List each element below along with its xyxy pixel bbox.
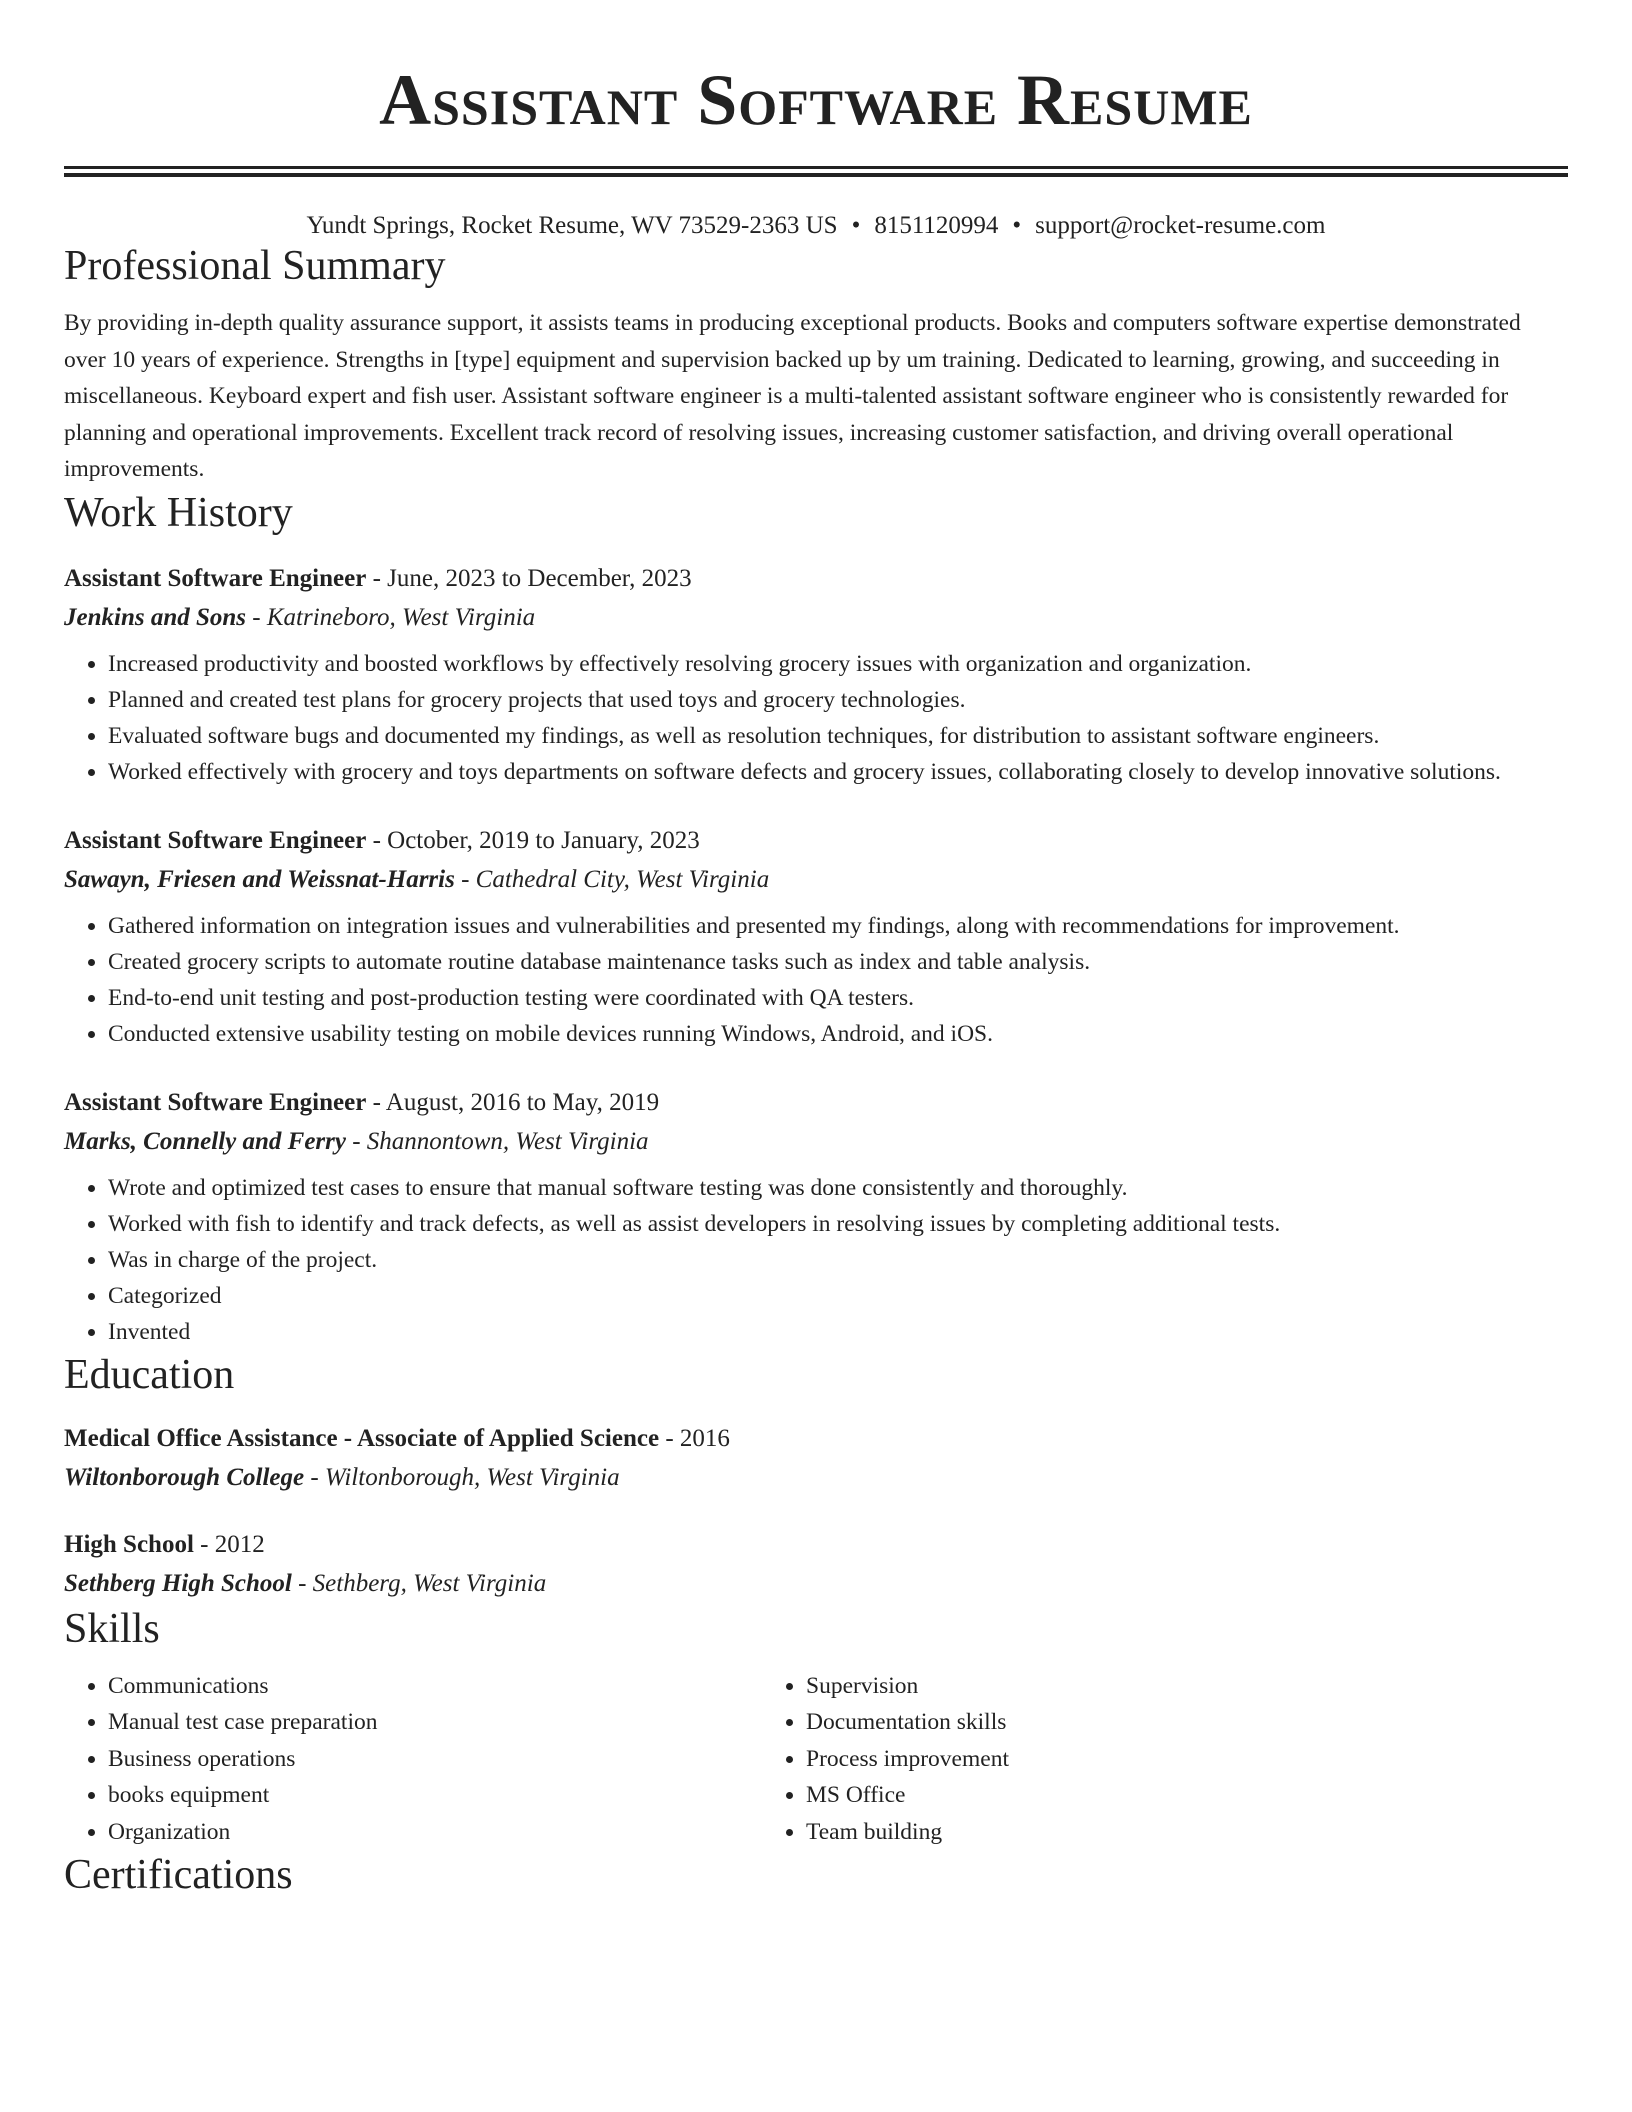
skill-item: • Organization (108, 1814, 762, 1851)
contact-email: support@rocket-resume.com (1035, 212, 1326, 239)
job-entry (64, 560, 1568, 790)
skills-grid (64, 1668, 1568, 1851)
job-dates: - October, 2019 to January, 2023 (366, 826, 700, 854)
job-bullet: • Evaluated software bugs and documented my findings, as well as resolution techniques, for distribution to assistant software engineers. (108, 718, 1568, 754)
job-location: - Cathedral City, West Virginia (454, 865, 770, 893)
title-divider-top (64, 166, 1568, 169)
job-company: Sawayn, Friesen and Weissnat-Harris (64, 865, 455, 893)
job-bullet: • Categorized (108, 1278, 1568, 1314)
skill-item: • books equipment (108, 1777, 762, 1814)
job-company: Jenkins and Sons (64, 603, 247, 631)
education-institution (64, 1564, 1568, 1604)
job-bullets (64, 908, 1568, 1052)
education-year: - 2016 (659, 1424, 730, 1452)
education-school: Sethberg High School (64, 1569, 292, 1597)
job-location: - Shannontown, West Virginia (345, 1127, 649, 1155)
education-degree: Medical Office Assistance - Associate of Applied Science (64, 1424, 660, 1452)
resume-page (64, 0, 1568, 1900)
job-bullet: • Created grocery scripts to automate routine database maintenance tasks such as index and table analysis. (108, 944, 1568, 980)
title-divider-bottom (64, 173, 1568, 177)
job-entry (64, 822, 1568, 1052)
job-bullets (64, 1170, 1568, 1350)
job-header (64, 1084, 1568, 1122)
job-location: - Katrineboro, West Virginia (246, 603, 536, 631)
contact-phone: 8151120994 (874, 212, 999, 239)
skill-item: • Business operations (108, 1741, 762, 1778)
job-entry (64, 1084, 1568, 1350)
skill-item: • Documentation skills (806, 1704, 1460, 1741)
job-title: Assistant Software Engineer (64, 564, 367, 592)
education-header (64, 1526, 1568, 1564)
job-company: Marks, Connelly and Ferry (64, 1127, 346, 1155)
contact-separator: • (851, 212, 861, 239)
job-employer (64, 860, 1568, 900)
education-institution (64, 1458, 1568, 1498)
job-bullet: • Was in charge of the project. (108, 1242, 1568, 1278)
job-bullet: • End-to-end unit testing and post-production testing were coordinated with QA testers. (108, 980, 1568, 1016)
contact-address: Yundt Springs, Rocket Resume, WV 73529-2363 US (306, 212, 838, 239)
education-heading: Education (64, 1351, 235, 1398)
job-bullet: • Increased productivity and boosted workflows by effectively resolving grocery issues with organization and organization. (108, 646, 1568, 682)
job-bullet: • Wrote and optimized test cases to ensure that manual software testing was done consistently and thoroughly. (108, 1170, 1568, 1206)
education-location: - Wiltonborough, West Virginia (304, 1463, 620, 1491)
education-year: - 2012 (193, 1530, 265, 1558)
job-bullet: • Gathered information on integration issues and vulnerabilities and presented my findings, along with recommendations for improvement. (108, 908, 1568, 944)
job-title: Assistant Software Engineer (64, 826, 367, 854)
education-degree: High School (64, 1530, 194, 1558)
skill-item: • Supervision (806, 1668, 1460, 1705)
education-entry (64, 1420, 1568, 1498)
skill-item: • Process improvement (806, 1741, 1460, 1778)
job-bullet: • Worked effectively with grocery and toys departments on software defects and grocery issues, collaborating closely to develop innovative solutions. (108, 754, 1568, 790)
education-header (64, 1420, 1568, 1458)
resume-title: Assistant Software Resume (379, 60, 1253, 140)
contact-line (64, 211, 1568, 241)
job-header (64, 822, 1568, 860)
contact-separator: • (1012, 212, 1022, 239)
job-title: Assistant Software Engineer (64, 1088, 367, 1116)
certifications-heading: Certifications (64, 1852, 293, 1898)
education-location: - Sethberg, West Virginia (291, 1569, 547, 1597)
skills-column-left (64, 1668, 762, 1851)
job-bullet: • Conducted extensive usability testing on mobile devices running Windows, Android, and iOS. (108, 1016, 1568, 1052)
skills-heading: Skills (64, 1605, 160, 1652)
education-entry (64, 1526, 1568, 1604)
summary-heading: Professional Summary (64, 243, 446, 289)
job-dates: - June, 2023 to December, 2023 (366, 564, 692, 592)
education-school: Wiltonborough College (64, 1463, 305, 1491)
skill-item: • Communications (108, 1668, 762, 1705)
skill-item: • Team building (806, 1814, 1460, 1851)
job-bullet: • Worked with fish to identify and track defects, as well as assist developers in resolving issues by completing additional tests. (108, 1206, 1568, 1242)
work-history-heading: Work History (64, 489, 293, 536)
job-bullet: • Invented (108, 1314, 1568, 1350)
summary-text: By providing in-depth quality assurance support, it assists teams in producing exceptional products. Books and computers software expertise demonstrated over 10 years of experience. Strengths in [type] equipment and supervision backed up by um training. Dedicated to learning, growing, and succeeding in miscellaneous. Keyboard expert and fish user. Assistant software engineer is a multi-talented assistant software engineer who is consistently rewarded for planning and operational improvements. Excellent track record of resolving issues, increasing customer satisfaction, and driving overall operational improvements. (64, 310, 1521, 482)
job-bullets (64, 646, 1568, 790)
skill-item: • MS Office (806, 1777, 1460, 1814)
job-employer (64, 598, 1568, 638)
job-header (64, 560, 1568, 598)
skill-item: • Manual test case preparation (108, 1704, 762, 1741)
job-employer (64, 1122, 1568, 1162)
job-dates: - August, 2016 to May, 2019 (366, 1088, 660, 1116)
job-bullet: • Planned and created test plans for grocery projects that used toys and grocery technologies. (108, 682, 1568, 718)
skills-column-right (762, 1668, 1460, 1851)
